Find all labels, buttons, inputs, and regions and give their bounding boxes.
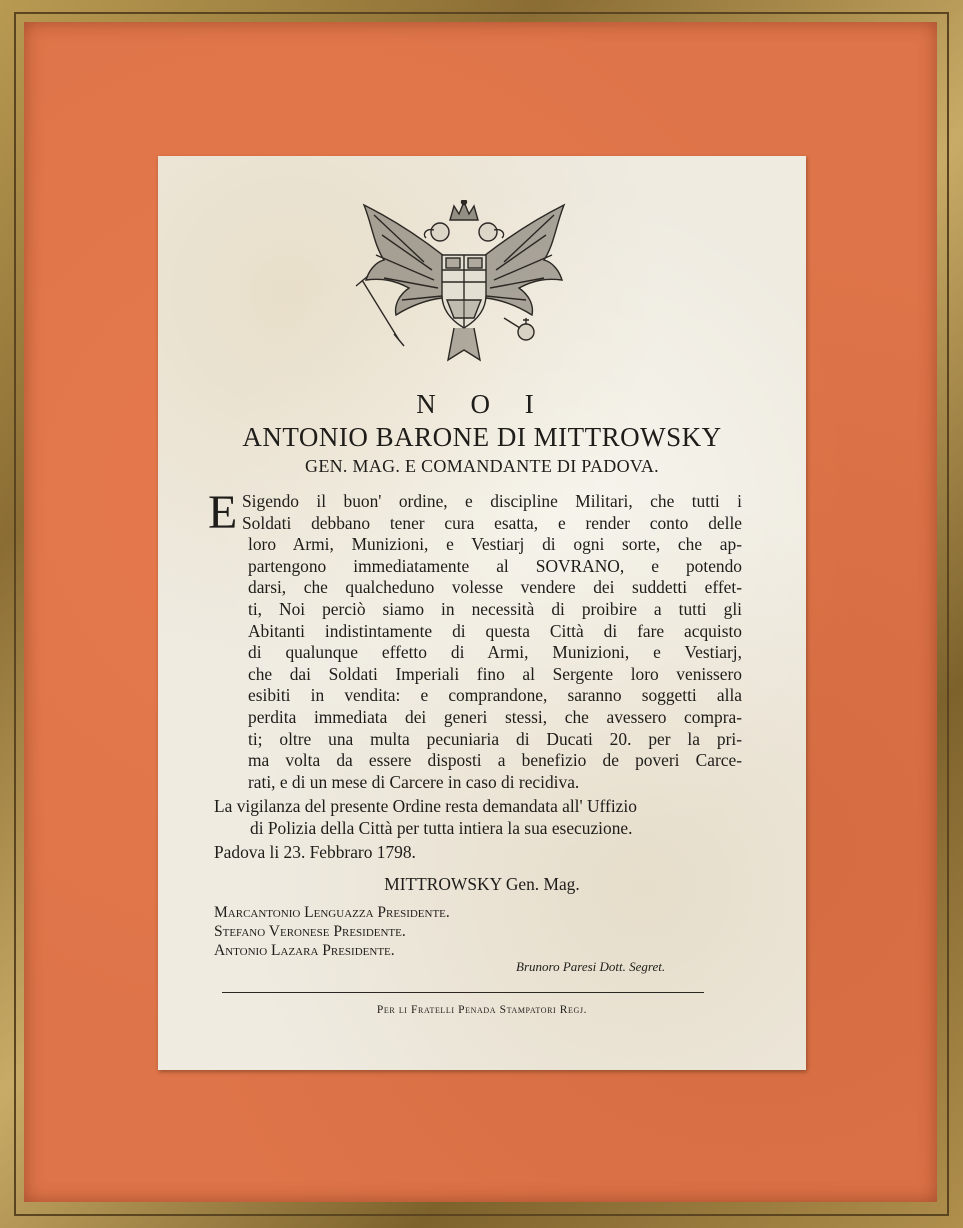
secretary-line: Brunoro Paresi Dott. Segret.	[516, 959, 666, 974]
issuer-name: ANTONIO BARONE DI MITTROWSKY	[242, 422, 722, 452]
body-line: rati, e di un mese di Carcere in caso di recidiva.	[248, 771, 580, 792]
body-line: darsi, che qualcheduno volesse vendere dei suddetti effet-	[248, 577, 742, 598]
proclamation-heading: N O I	[416, 389, 548, 419]
body-line: ti; oltre una multa pecuniaria di Ducati 20. per la pri-	[248, 728, 742, 749]
divider-rule	[222, 992, 704, 993]
printer-imprint: Per li Fratelli Penada Stampatori Regj.	[376, 1004, 588, 1016]
body-line: Sigendo il buon' ordine, e discipline Militari, che tutti i	[242, 491, 742, 511]
body-line: Soldati debbano tener cura esatta, e render conto delle	[242, 512, 742, 533]
double-headed-eagle-crest-icon	[354, 200, 574, 375]
vigilance-line-1: La vigilanza del presente Ordine resta demandata all' Uffizio	[214, 796, 637, 816]
body-line: di qualunque effetto di Armi, Munizioni, e Vestiarj,	[248, 642, 742, 663]
body-line: ma volta da essere disposti a benefizio de poveri Carce-	[248, 750, 742, 771]
body-line: che dai Soldati Imperiali fino al Sergente loro venissero	[248, 663, 742, 684]
body-line: ti, Noi perciò siamo in necessità di proibire a tutti gli	[248, 598, 742, 619]
date-line: Padova li 23. Febbraro 1798.	[214, 842, 416, 862]
body-line: partengono immediatamente al SOVRANO, e potendo	[248, 555, 742, 576]
president-line: Antonio Lazara Presidente.	[214, 942, 395, 959]
president-line: Marcantonio Lenguazza Presidente.	[214, 904, 450, 921]
drop-capital: E	[208, 486, 238, 539]
proclamation-body	[214, 491, 742, 793]
issuer-role: GEN. MAG. E COMANDANTE DI PADOVA.	[305, 456, 659, 476]
proclamation-sheet	[158, 156, 806, 1070]
signature-line: MITTROWSKY Gen. Mag.	[384, 874, 580, 894]
president-line: Stefano Veronese Presidente.	[214, 923, 406, 940]
body-line: Abitanti indistintamente di questa Città di fare acquisto	[248, 620, 742, 641]
vigilance-line-2: di Polizia della Città per tutta intiera la sua esecuzione.	[250, 818, 633, 838]
body-line: loro Armi, Munizioni, e Vestiarj di ogni sorte, che ap-	[248, 534, 742, 555]
body-line: perdita immediata dei generi stessi, che avessero compra-	[248, 706, 742, 727]
body-line: esibiti in vendita: e comprandone, saranno soggetti alla	[248, 685, 742, 706]
